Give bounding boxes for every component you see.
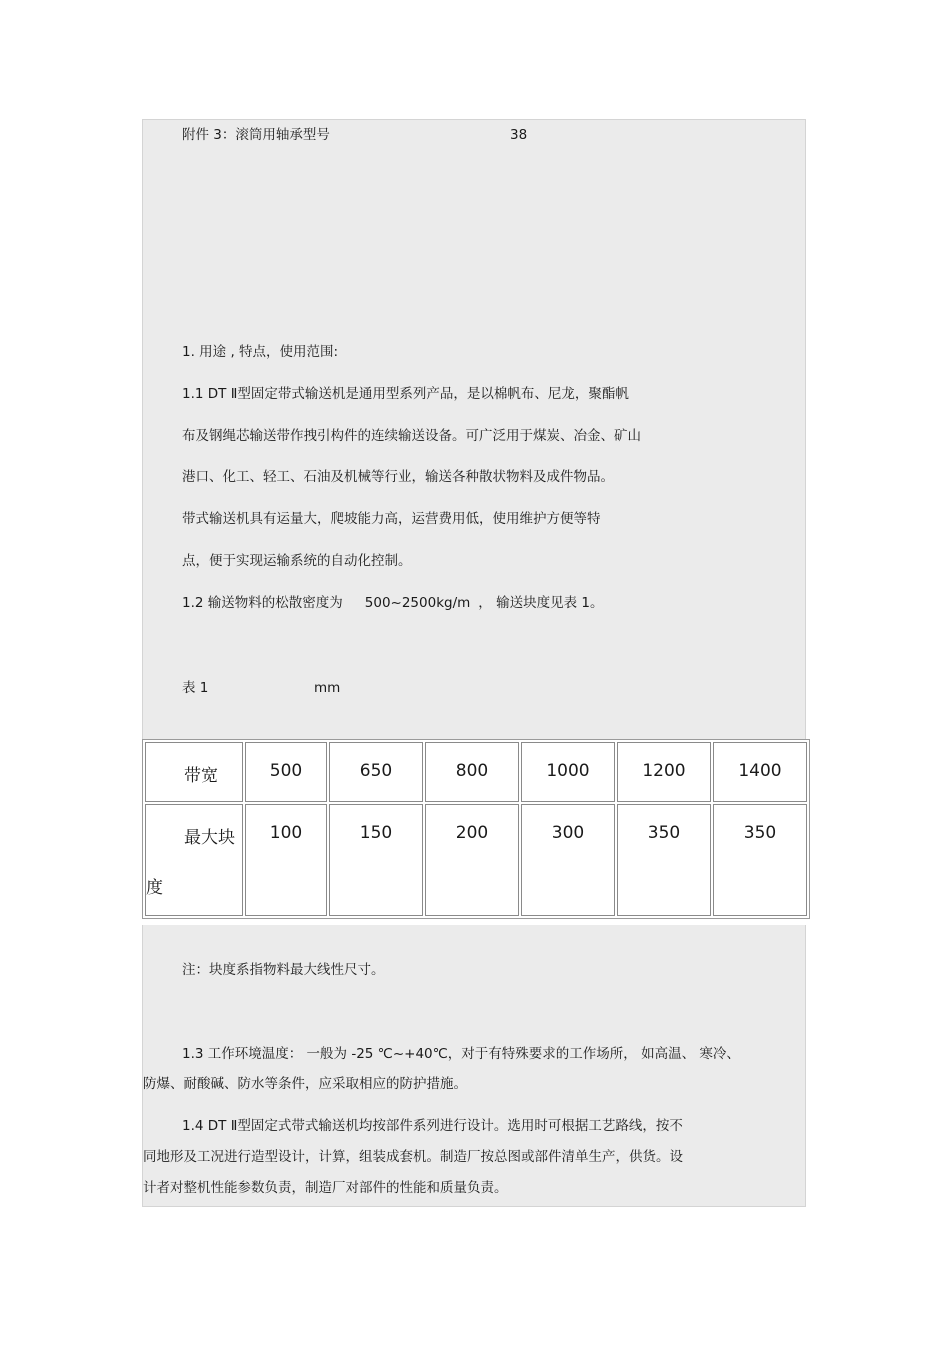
- section-heading: 1. 用途 , 特点，使用范围:: [182, 344, 339, 360]
- para-1-2-suffix: ， 输送块度见表 1。: [478, 595, 604, 611]
- row-label-max-lump-wrap: 度: [146, 878, 163, 898]
- table-cell: [521, 742, 615, 802]
- table-cell: [145, 742, 243, 802]
- para-1-1-line: 带式输送机具有运量大，爬坡能力高，运营费用低，使用维护方便等特: [182, 511, 601, 527]
- cell-value: 350: [647, 823, 681, 843]
- para-1-4-line: 1.4 DT Ⅱ型固定式带式输送机均按部件系列进行设计。选用时可根据工艺路线，按不: [182, 1118, 683, 1134]
- para-1-3-line: 防爆、耐酸碱、防水等条件，应采取相应的防护措施。: [143, 1076, 467, 1092]
- table-row: [145, 742, 807, 802]
- para-1-2: [182, 595, 603, 611]
- cell-value: 500: [269, 761, 303, 781]
- table-note: 注：块度系指物料最大线性尺寸。: [182, 962, 385, 978]
- table-cell: [245, 742, 327, 802]
- table-cell: [713, 804, 807, 916]
- table-cell: [617, 742, 711, 802]
- table-row: [145, 804, 807, 916]
- table-caption: 表 1: [182, 680, 209, 696]
- table-cell: [713, 742, 807, 802]
- appendix-label: 附件 3：滚筒用轴承型号: [182, 127, 330, 143]
- table-cell: [425, 742, 519, 802]
- cell-value: 1000: [546, 761, 590, 781]
- cell-value: 300: [551, 823, 585, 843]
- table-cell: [617, 804, 711, 916]
- para-1-4-line: 计者对整机性能参数负责，制造厂对部件的性能和质量负责。: [143, 1180, 508, 1196]
- table-cell: [521, 804, 615, 916]
- cell-value: 1200: [642, 761, 686, 781]
- table-unit: mm: [314, 680, 341, 696]
- para-1-1-line: 点，便于实现运输系统的自动化控制。: [182, 553, 412, 569]
- cell-value: 650: [359, 761, 393, 781]
- para-1-1-line: 1.1 DT Ⅱ型固定带式输送机是通用型系列产品，是以棉帆布、尼龙，聚酯帆: [182, 386, 629, 402]
- density-value: 500~2500kg/m: [364, 595, 471, 611]
- para-1-3-line: 1.3 工作环境温度： 一般为 -25 ℃~+40℃，对于有特殊要求的工作场所， 如高温、 寒冷、: [182, 1046, 740, 1062]
- table-cell: [425, 804, 519, 916]
- table-cell: [145, 804, 243, 916]
- cell-value: 800: [455, 761, 489, 781]
- para-1-1-line: 港口、化工、轻工、石油及机械等行业，输送各种散状物料及成件物品。: [182, 469, 614, 485]
- para-1-1-line: 布及钢绳芯输送带作拽引构件的连续输送设备。可广泛用于煤炭、冶金、矿山: [182, 428, 641, 444]
- table-cell: [329, 804, 423, 916]
- row-label-max-lump: 最大块: [184, 828, 235, 848]
- para-1-2-prefix: 1.2 输送物料的松散密度为: [182, 595, 343, 611]
- cell-value: 100: [269, 823, 303, 843]
- cell-value: 150: [359, 823, 393, 843]
- row-label-belt-width: 带宽: [184, 766, 218, 786]
- table-cell: [329, 742, 423, 802]
- cell-value: 200: [455, 823, 489, 843]
- page-number: 38: [510, 127, 528, 143]
- lump-size-table: [142, 739, 810, 919]
- cell-value: 1400: [738, 761, 782, 781]
- para-1-4-line: 同地形及工况进行造型设计，计算，组装成套机。制造厂按总图或部件清单生产，供货。设: [143, 1149, 683, 1165]
- cell-value: 350: [743, 823, 777, 843]
- table-cell: [245, 804, 327, 916]
